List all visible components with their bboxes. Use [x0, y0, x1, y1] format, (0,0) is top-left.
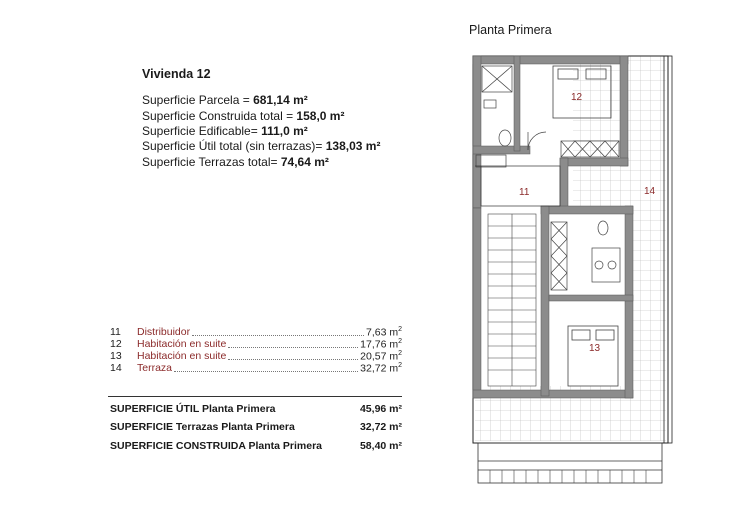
unit-title: Vivienda 12 — [142, 67, 211, 81]
summary-util: SUPERFICIE ÚTIL Planta Primera 45,96 m² — [110, 403, 402, 415]
door-12 — [528, 132, 546, 150]
spec-edificable: Superficie Edificable= 111,0 m² — [142, 124, 308, 138]
wardrobe-13 — [551, 222, 567, 290]
room-row-12: 12 Habitación en suite 17,76 $m^2$ — [110, 338, 402, 351]
terrace-area — [473, 56, 672, 443]
plan-label-14: 14 — [644, 186, 656, 197]
spec-construida: Superficie Construida total = 158,0 m² — [142, 109, 345, 123]
plan-label-13: 13 — [589, 343, 601, 354]
plan-label-12: 12 — [571, 92, 583, 103]
plan-label-11: 11 — [519, 187, 530, 198]
distributor-11 — [475, 166, 560, 206]
spec-parcela: Superficie Parcela = 681,14 m² — [142, 93, 308, 107]
entry-steps — [478, 443, 662, 483]
room-row-11: 11 Distribuidor 7,63 $m^2$ — [110, 326, 402, 339]
room-row-14: 14 Terraza 32,72 $m^2$ — [110, 362, 402, 375]
spec-terrazas: Superficie Terrazas total= 74,64 m² — [142, 155, 329, 169]
room-row-13: 13 Habitación en suite 20,57 $m^2$ — [110, 350, 402, 363]
bathroom-13-fixtures — [592, 221, 620, 282]
plan-title: Planta Primera — [469, 23, 552, 37]
summary-terrazas: SUPERFICIE Terrazas Planta Primera 32,72 m² — [110, 421, 402, 433]
bed-13 — [568, 326, 618, 386]
spec-util: Superficie Útil total (sin terrazas)= 138,03 m² — [142, 139, 381, 153]
summary-construida: SUPERFICIE CONSTRUIDA Planta Primera 58,40 m² — [110, 440, 402, 452]
staircase — [488, 214, 536, 386]
